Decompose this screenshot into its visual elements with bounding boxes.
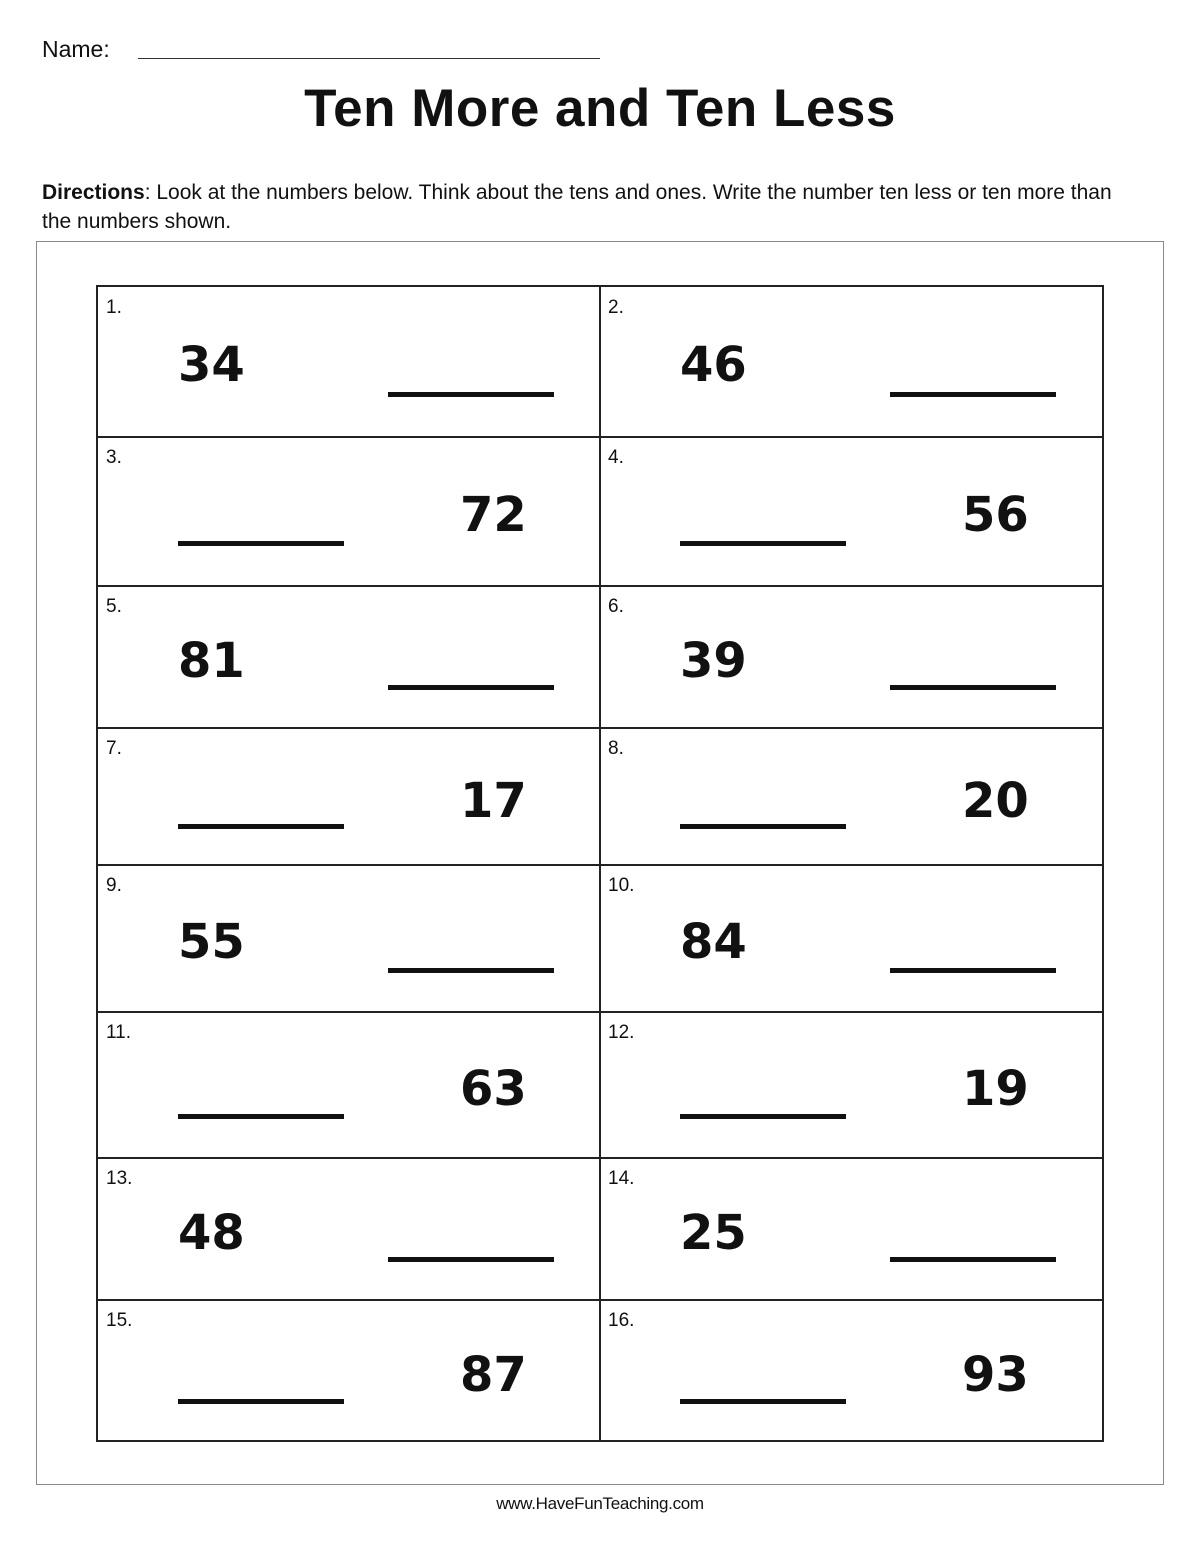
problem-number: 7.	[106, 738, 122, 759]
given-number: 56	[962, 487, 1029, 543]
problem-cell	[98, 586, 600, 728]
problem-cell	[98, 728, 600, 865]
problem-cell	[600, 1012, 1102, 1158]
given-number: 34	[178, 337, 245, 393]
problem-number: 4.	[608, 447, 624, 468]
problem-cell	[98, 1300, 600, 1442]
problem-number: 10.	[608, 875, 635, 896]
answer-blank[interactable]	[890, 392, 1056, 397]
answer-blank[interactable]	[388, 968, 554, 973]
given-number: 84	[680, 914, 747, 970]
directions-text: : Look at the numbers below. Think about the tens and ones. Write the number ten less or ten more than the numbers shown.	[42, 181, 1112, 233]
problem-cell	[98, 865, 600, 1012]
answer-blank[interactable]	[680, 824, 846, 829]
problem-cell	[600, 586, 1102, 728]
given-number: 72	[460, 487, 527, 543]
given-number: 93	[962, 1347, 1029, 1403]
answer-blank[interactable]	[388, 392, 554, 397]
problem-cell	[98, 1158, 600, 1300]
problem-number: 11.	[106, 1022, 132, 1043]
problem-cell	[600, 728, 1102, 865]
given-number: 87	[460, 1347, 527, 1403]
answer-blank[interactable]	[680, 1399, 846, 1404]
problem-cell	[600, 1158, 1102, 1300]
problem-number: 3.	[106, 447, 122, 468]
given-number: 19	[962, 1061, 1029, 1117]
given-number: 55	[178, 914, 245, 970]
answer-blank[interactable]	[680, 1114, 846, 1119]
answer-blank[interactable]	[680, 541, 846, 546]
problem-number: 8.	[608, 738, 624, 759]
problem-cell	[600, 437, 1102, 586]
problem-number: 2.	[608, 297, 624, 318]
answer-blank[interactable]	[890, 1257, 1056, 1262]
given-number: 46	[680, 337, 747, 393]
problem-cell	[98, 437, 600, 586]
problem-cell	[600, 865, 1102, 1012]
problem-number: 5.	[106, 596, 122, 617]
answer-blank[interactable]	[388, 1257, 554, 1262]
given-number: 63	[460, 1061, 527, 1117]
answer-blank[interactable]	[178, 1114, 344, 1119]
problem-cell	[600, 1300, 1102, 1442]
worksheet-title: Ten More and Ten Less	[304, 79, 896, 138]
given-number: 25	[680, 1205, 747, 1261]
name-label-text: Name:	[42, 36, 110, 62]
problem-number: 12.	[608, 1022, 635, 1043]
given-number: 48	[178, 1205, 245, 1261]
problem-number: 14.	[608, 1168, 635, 1189]
answer-blank[interactable]	[890, 685, 1056, 690]
footer-website: www.HaveFunTeaching.com	[496, 1494, 704, 1513]
problem-number: 16.	[608, 1310, 635, 1331]
name-label	[42, 36, 110, 63]
given-number: 39	[680, 633, 747, 689]
answer-blank[interactable]	[178, 824, 344, 829]
problem-number: 1.	[106, 297, 122, 318]
directions-lead: Directions	[42, 181, 145, 204]
problem-cell	[600, 287, 1102, 437]
problem-number: 9.	[106, 875, 122, 896]
given-number: 17	[460, 773, 527, 829]
given-number: 81	[178, 633, 245, 689]
given-number: 20	[962, 773, 1029, 829]
directions	[42, 178, 1132, 236]
problem-cell	[98, 1012, 600, 1158]
answer-blank[interactable]	[388, 685, 554, 690]
answer-blank[interactable]	[178, 541, 344, 546]
problem-number: 13.	[106, 1168, 133, 1189]
answer-blank[interactable]	[178, 1399, 344, 1404]
problem-number: 15.	[106, 1310, 133, 1331]
answer-blank[interactable]	[890, 968, 1056, 973]
problem-cell	[98, 287, 600, 437]
name-field[interactable]	[138, 58, 600, 59]
problem-grid	[96, 285, 1104, 1442]
problem-number: 6.	[608, 596, 624, 617]
